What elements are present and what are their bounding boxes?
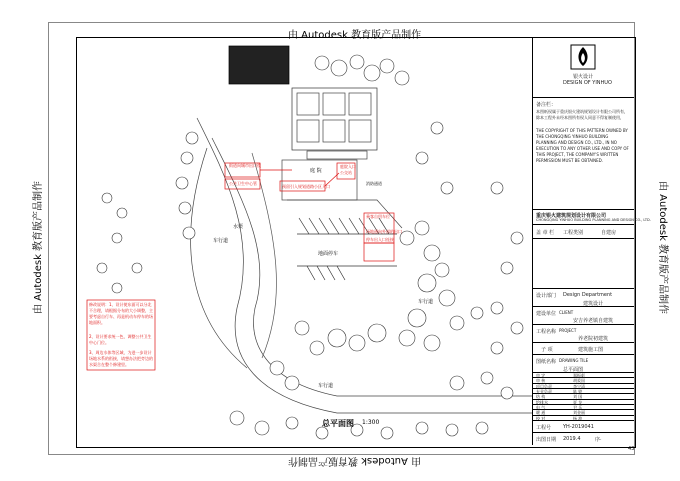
- client-value-en: CLIENT: [559, 310, 574, 315]
- role-label: 给排水: [536, 399, 548, 405]
- role-label: 电 气: [536, 404, 546, 410]
- project-row: [533, 325, 634, 343]
- road-label-1: 车行道: [213, 238, 229, 244]
- logo-cell: [533, 38, 634, 98]
- role-name: 杨 波: [573, 415, 583, 421]
- road-label-2: 车行道: [418, 299, 434, 305]
- watermark-left: 由 Autodesk 教育版产品制作: [33, 180, 45, 315]
- water-label: 水渠: [233, 224, 244, 230]
- company-en: DESIGN OF YINHUO: [563, 80, 612, 86]
- plan-scale: 1:300: [362, 419, 380, 426]
- watermark-top: 由 Autodesk 教育版产品制作: [288, 30, 422, 41]
- role-name: 郑振彪: [573, 373, 585, 378]
- company-logo-text: 银火设计: [573, 74, 594, 80]
- annot-mid-1: 预留引入规划道路小区入口: [282, 184, 330, 189]
- parking: [297, 218, 397, 280]
- job-no-label: 工程号: [536, 425, 552, 431]
- sheet-label: 序·: [595, 437, 602, 443]
- role-name: 刘金丽: [573, 410, 585, 416]
- dept-label: 设计部门: [536, 293, 557, 299]
- road-label-3: 车行道: [318, 383, 334, 389]
- company-cn: 重庆银火建筑规划设计有限公司: [536, 213, 607, 219]
- role-name: 陈 婷: [573, 388, 583, 394]
- date-value: 2019.4: [563, 436, 581, 442]
- role-label: 审 核: [536, 378, 546, 384]
- parking-label: 地面停车: [318, 251, 339, 257]
- east-road-label: 消防通道: [366, 181, 382, 186]
- revision-note-3: 3、周边水体等区域，为进一步设计场地水系的衔接，请想办法把旁边的水渠合在整个修建里。: [89, 350, 153, 367]
- drawing-row: [533, 355, 634, 373]
- project-label: 工程名称: [536, 329, 557, 335]
- annot-right-3: 停车出入口连接: [366, 237, 394, 242]
- client-value: 安吉养老镇自建筑: [573, 318, 614, 324]
- role-name: 尹 乐: [573, 404, 583, 410]
- role-label: 暖 通: [536, 410, 546, 416]
- title-block: [532, 38, 651, 445]
- project-type-value: 自建房: [601, 230, 617, 236]
- job-row: [533, 421, 634, 433]
- drawing-value: 总平面图: [563, 367, 584, 373]
- site-plan: [77, 38, 532, 445]
- black-building: [229, 46, 289, 84]
- watermark-bottom: 由 Autodesk 教育版产品制作: [288, 455, 422, 466]
- annot-left-1: 街道向城市出口缆: [229, 163, 261, 168]
- dept-value: Design Department: [563, 292, 613, 298]
- role-label: 项目负责: [536, 383, 552, 389]
- trees: [97, 55, 523, 439]
- role-label: 结 构: [536, 394, 546, 400]
- company-cell: [533, 210, 651, 225]
- sub-value: 建筑施工图: [578, 347, 604, 353]
- role-name: 刘 国: [573, 394, 583, 400]
- main-building: [292, 88, 377, 159]
- job-no-value: YH-2019041: [563, 424, 594, 430]
- note-text-cn: 本图纸权属于重庆银火建筑规划设计有限公司所有，除本工程外未经本图所有权人同意不得复制使用，: [536, 109, 628, 120]
- company-en-full: CHONGQING YINHUO BUILDING PLANNING AND DESIGN CO., LTD.: [536, 218, 651, 222]
- annot-right-2: 场地通向外部的出口: [366, 229, 402, 234]
- sub-row: [533, 343, 634, 355]
- role-name: 李宁清: [573, 383, 585, 389]
- date-label: 出图日期: [536, 437, 557, 443]
- role-name: 胡爱国: [573, 378, 585, 384]
- drawing-label: 图纸名称: [536, 359, 557, 365]
- seal-area: [533, 239, 634, 289]
- client-row: [533, 307, 634, 325]
- project-type-label: 工程类别: [563, 230, 584, 236]
- watermark-right: 由 Autodesk 教育版产品制作: [657, 180, 669, 315]
- seal-row: [533, 225, 634, 239]
- note-title: 备注栏：: [536, 102, 557, 108]
- dept-value2: 建筑设计: [583, 301, 604, 307]
- annot-mid-3: 公交站: [340, 170, 352, 175]
- revision-note-1: 修改说明：1、设计使东面可以分北不合理，请根据分布的大小调整，主要考虑自行车、再是机动车停车的场地面积。: [89, 302, 153, 325]
- project-value-en: PROJECT: [559, 328, 577, 333]
- revision-note-2: 2、设计要求统一色，调整公共卫生中心门位。: [89, 334, 152, 345]
- date-row: [533, 433, 634, 445]
- note-cell: [533, 98, 634, 210]
- role-label: 专业负责: [536, 388, 552, 394]
- client-label: 建设单位: [536, 311, 557, 317]
- dept-row: [533, 289, 634, 307]
- yard-label: 庭 院: [310, 168, 322, 174]
- project-value: 养老院初建筑: [578, 336, 609, 342]
- plan-title: 总平面图: [322, 419, 354, 428]
- annot-mid-2: 庭院入口: [340, 164, 356, 169]
- sub-label: 子 项: [541, 347, 553, 353]
- annot-left-2: 公共卫生中心管: [229, 181, 257, 186]
- role-label: 审 定: [536, 373, 546, 378]
- role-label: 校 对: [536, 415, 546, 421]
- role-name: 夏 龙: [573, 399, 583, 405]
- drawing-value-en: DRAWING TILE: [559, 358, 589, 363]
- company-logo-icon: [570, 44, 596, 70]
- annot-right-1: 乘客自用车位: [366, 214, 390, 219]
- note-text-en: THE COPYRIGHT OF THIS PATTERN OWNED BY THE CHONGQING YINHUO BUILDING PLANNING AND DESIGN CO., LTD., IN NO EXECUTION TO ANY OTHER USE AND COPY OF THIS PROJECT, THE COMPANY'S WRITTEN PERMISSION MUST BE OBTAINED.: [536, 128, 629, 163]
- seal-label: 盖 章 栏: [536, 230, 555, 236]
- page-number: 43: [628, 446, 635, 452]
